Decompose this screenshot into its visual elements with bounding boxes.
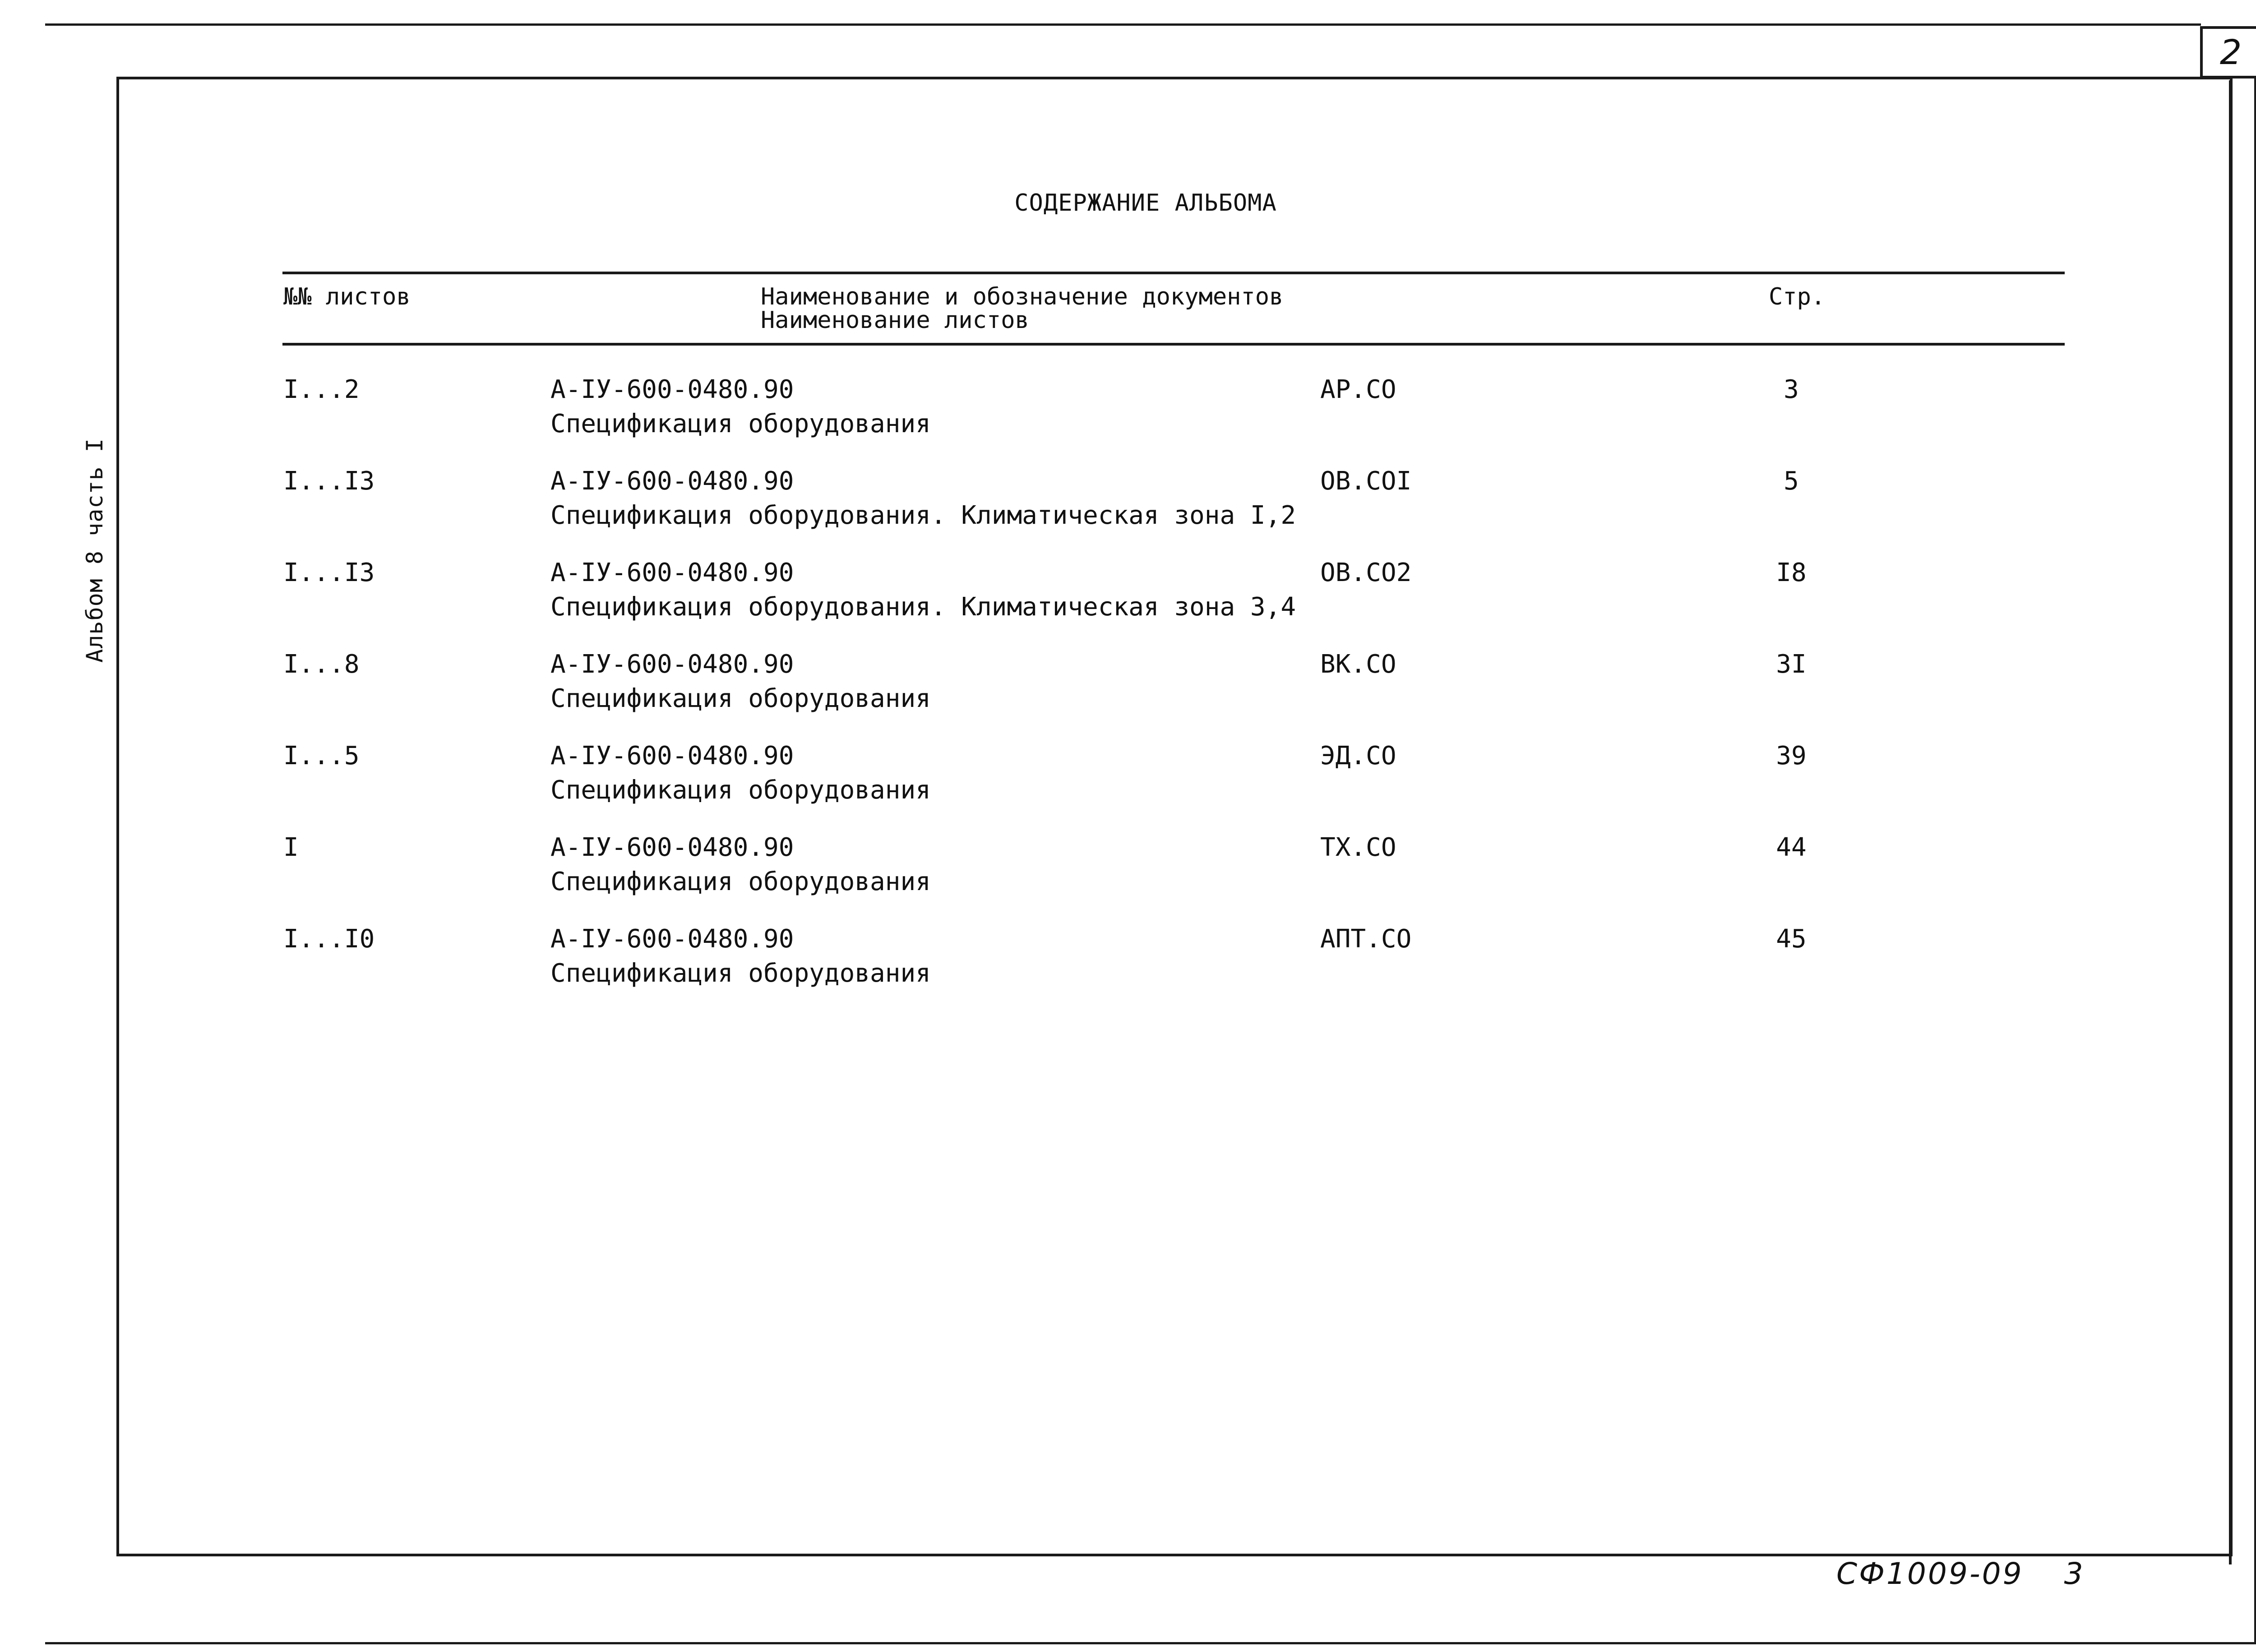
row-document-mark: АПТ.СО [1320, 924, 1412, 954]
row-document-mark: ЭД.СО [1320, 741, 1396, 771]
row-sheets: I...5 [283, 741, 360, 771]
row-document-mark: ТХ.СО [1320, 833, 1396, 862]
page-title: СОДЕРЖАНИЕ АЛЬБОМА [1014, 189, 1277, 217]
row-sheets: I...I3 [283, 466, 375, 496]
row-sheets: I...2 [283, 375, 360, 404]
row-document-code: А-IУ-600-0480.90 [550, 650, 794, 679]
row-document-code: А-IУ-600-0480.90 [550, 375, 794, 404]
row-document-name: Спецификация оборудования [550, 959, 931, 988]
row-document-code: А-IУ-600-0480.90 [550, 466, 794, 496]
header-name-line1: Наименование и обозначение документов [761, 283, 1284, 310]
table-row [0, 373, 2256, 458]
row-sheets: I...I3 [283, 558, 375, 587]
row-sheets: I [283, 833, 299, 862]
row-document-code: А-IУ-600-0480.90 [550, 924, 794, 954]
album-side-label: Альбом 8 часть I [82, 438, 108, 663]
sheet-number-box [2200, 26, 2256, 78]
footer-code: СФ1009-09 [1836, 1556, 2024, 1591]
table-top-rule [282, 272, 2065, 274]
table-row [0, 922, 2256, 1008]
row-page-number: 5 [1784, 466, 1799, 496]
row-page-number: 45 [1776, 924, 1807, 954]
row-document-name: Спецификация оборудования [550, 867, 931, 896]
document-code-footer [1836, 1556, 2085, 1591]
row-document-mark: АР.СО [1320, 375, 1396, 404]
row-document-mark: ОВ.СОI [1320, 466, 1412, 496]
row-sheets: I...8 [283, 650, 360, 679]
row-sheets: I...I0 [283, 924, 375, 954]
table-row [0, 647, 2256, 733]
row-page-number: 44 [1776, 833, 1807, 862]
header-page: Стр. [1769, 283, 1826, 310]
row-document-name: Спецификация оборудования [550, 409, 931, 438]
header-name-line2: Наименование листов [761, 307, 1029, 334]
row-page-number: 3 [1784, 375, 1799, 404]
table-row [0, 556, 2256, 641]
row-document-name: Спецификация оборудования. Климатическая зона I,2 [550, 501, 1296, 530]
row-document-mark: ВК.СО [1320, 650, 1396, 679]
table-header-rule [282, 343, 2065, 346]
row-page-number: 3I [1776, 650, 1807, 679]
row-page-number: 39 [1776, 741, 1807, 771]
row-page-number: I8 [1776, 558, 1807, 587]
row-document-code: А-IУ-600-0480.90 [550, 741, 794, 771]
sheet-number: 2 [2219, 32, 2242, 72]
row-document-name: Спецификация оборудования. Климатическая зона 3,4 [550, 592, 1296, 622]
table-row [0, 464, 2256, 550]
header-sheets: №№ листов [283, 283, 411, 310]
top-border-line [45, 23, 2201, 26]
row-document-name: Спецификация оборудования [550, 775, 931, 805]
footer-page-number: 3 [2064, 1556, 2085, 1591]
row-document-code: А-IУ-600-0480.90 [550, 558, 794, 587]
table-row [0, 739, 2256, 825]
row-document-mark: ОВ.СО2 [1320, 558, 1412, 587]
bottom-border-line [45, 1642, 2256, 1644]
row-document-code: А-IУ-600-0480.90 [550, 833, 794, 862]
table-row [0, 831, 2256, 916]
row-document-name: Спецификация оборудования [550, 684, 931, 713]
